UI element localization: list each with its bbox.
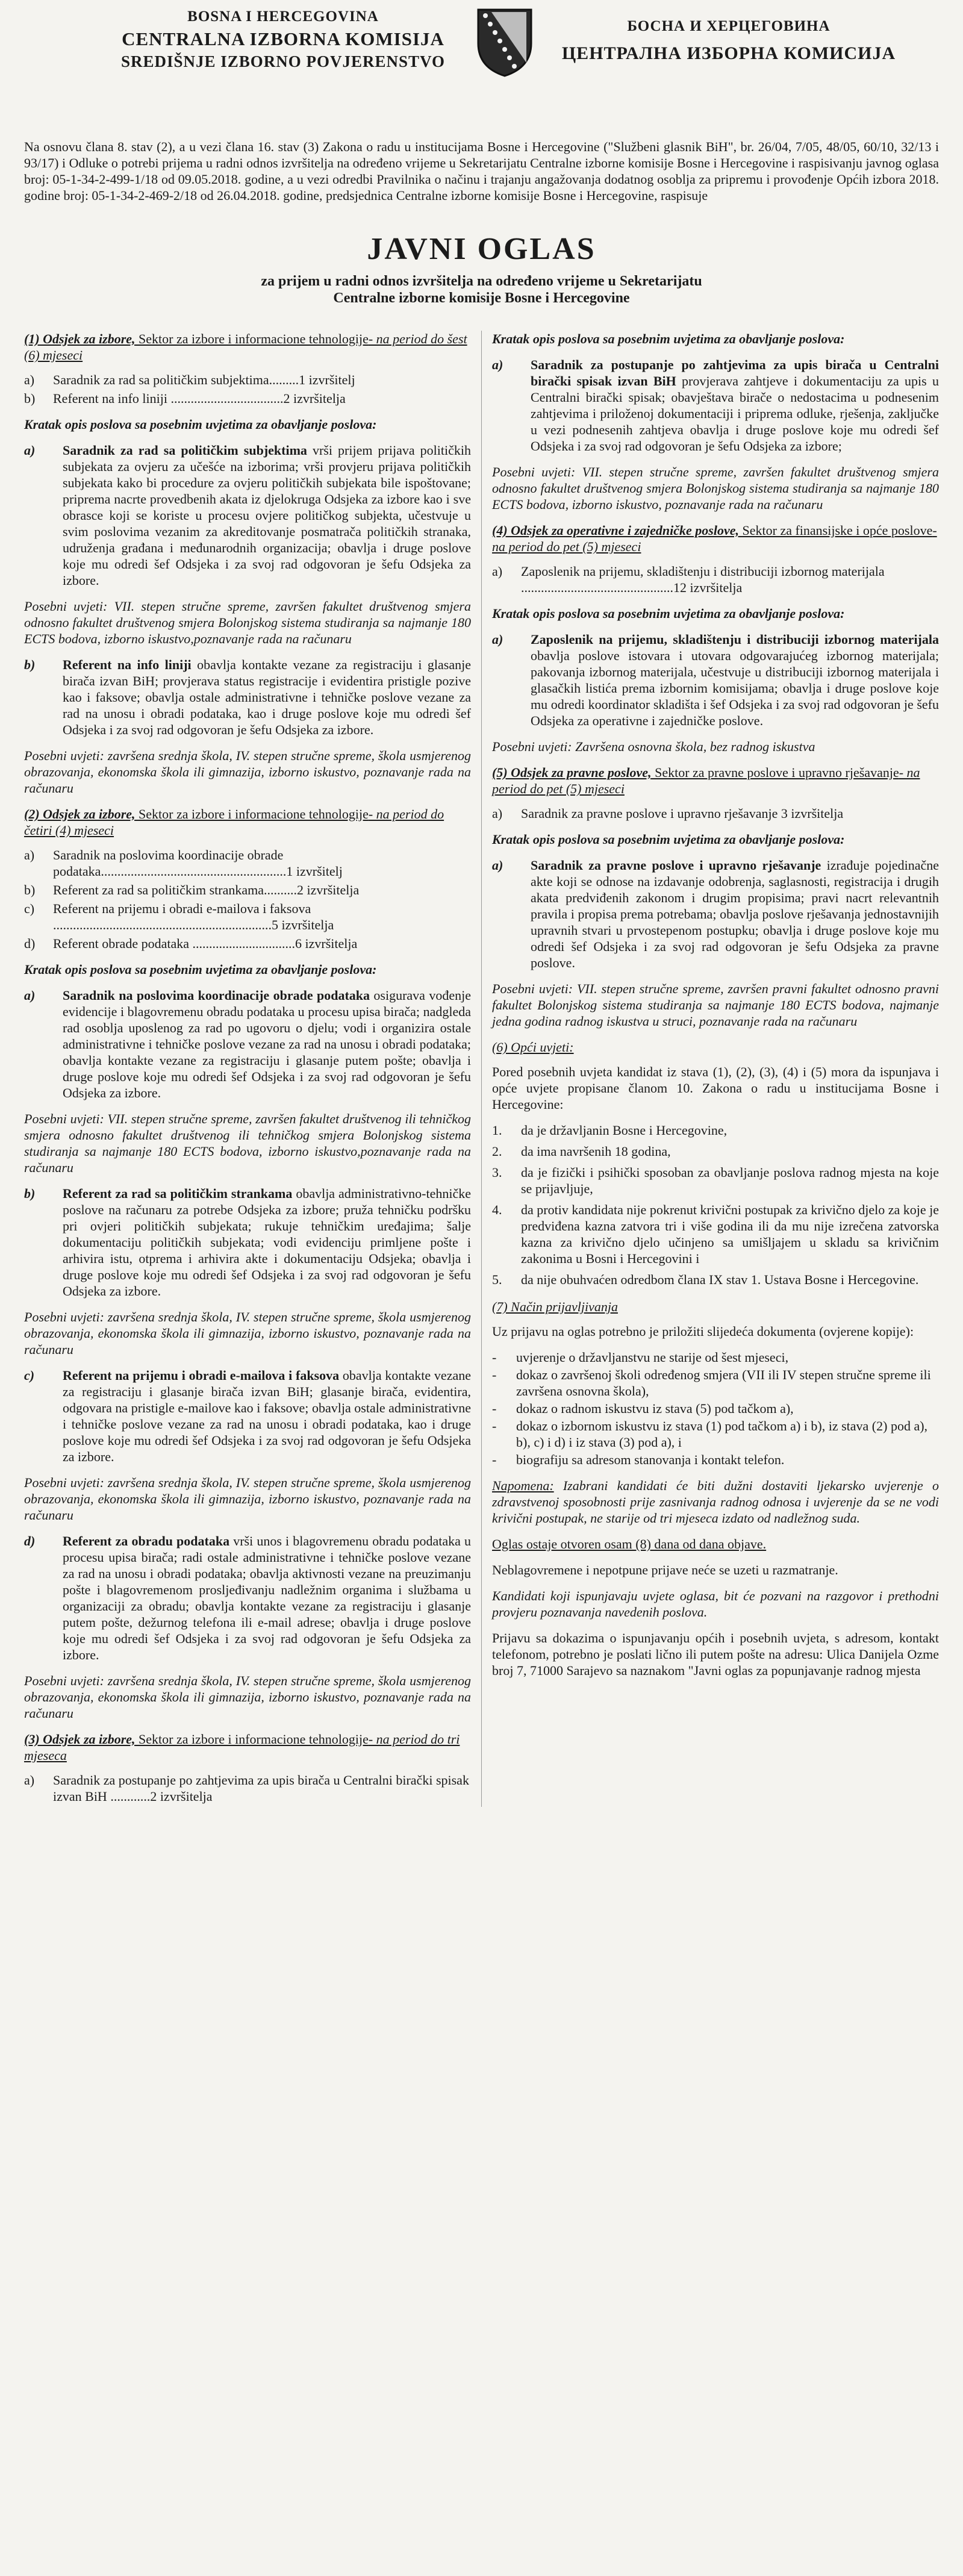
- special-requirements: Posebni uvjeti: VII. stepen stručne spreme, završen fakultet društvenog ili tehničkog smjera odnosno fakultet društvenog ili tehničkog smjera Bolonjskog sistema studiranja sa najmanje 180 ECTS bodova, izborno iskustvo,poznavanje rada na računaru: [24, 1111, 471, 1175]
- letterhead-right: [548, 18, 909, 64]
- position-description: [24, 442, 471, 588]
- note-text: Izabrani kandidati će biti dužni dostaviti ljekarsko uvjerenje o zdravstvenoj sposobnosti prije zasnivanja radnog odnosa i uvjerenje da se ne vodi krivični postupak, ne starije od tri mjeseca izdato od nadležnog suda.: [492, 1478, 939, 1526]
- position-description: [492, 357, 939, 454]
- position-description: [24, 1367, 471, 1465]
- position-description: [24, 1533, 471, 1663]
- interview-notice: Kandidati koji ispunjavaju uvjete oglasa, bit će pozvani na razgovor i prethodni provjeru poznavanja navedenih poslova.: [492, 1588, 939, 1620]
- position-text: Referent za rad sa političkim strankama..........2 izvršitelja: [53, 882, 360, 897]
- document-bullet: -: [492, 1367, 497, 1382]
- position-line: [24, 390, 471, 407]
- position-description: [24, 1185, 471, 1299]
- document-item: [492, 1367, 939, 1399]
- body-columns: [24, 331, 939, 1807]
- commission-name-croatian: SREDIŠNJE IZBORNO POVJERENSTVO: [120, 52, 446, 70]
- document-text: biografiju sa adresom stanovanja i kontakt telefon.: [516, 1452, 785, 1467]
- position-text: Referent na prijemu i obradi e-mailova i faksova ..................................................................5 izvršitelja: [53, 901, 334, 932]
- document-bullet: -: [492, 1350, 497, 1365]
- condition-item: [492, 1164, 939, 1197]
- position-letter: a): [24, 372, 35, 387]
- position-description: [24, 987, 471, 1101]
- document-item: [492, 1452, 939, 1468]
- document-item: [492, 1400, 939, 1417]
- condition-item: [492, 1202, 939, 1267]
- section-title: (6) Opći uvjeti:: [492, 1040, 574, 1055]
- position-letter: c): [24, 1368, 35, 1383]
- position-text: Zaposlenik na prijemu, skladištenju i distribuciji izbornog materijala ..............................................12 izvršitelja: [521, 564, 885, 595]
- open-period: Oglas ostaje otvoren osam (8) dana od dana objave.: [492, 1536, 767, 1552]
- section-sector: Sektor za izbore i informacione tehnologije: [135, 331, 369, 346]
- section-period: - na period do četiri (4) mjeseci: [24, 806, 444, 838]
- position-name: Saradnik za postupanje po zahtjevima za upis birača u Centralni birački spisak izvan BiH: [531, 357, 939, 388]
- condition-number: 5.: [492, 1272, 502, 1287]
- position-duties: obavlja administrativno-tehničke poslove na računaru za potrebe Odsjeka za izbore; pruža tehničku podršku pri ovjeri političkih subjekata; rukuje tehničkim uređajima; šalje dokumentaciju političkih subjekata; vodi evidenciju primljene pošte i arhivira istu, otprema i arhivira akte i dokumentaciju Odsjeka; obavlja i druge poslove koje mu odredi šef Odsjeka i za svoj rad odgovoran je šefu Odsjeka za izbore.: [63, 1186, 471, 1299]
- document-item: [492, 1418, 939, 1450]
- condition-text: da je fizički i psihički sposoban za obavljanje poslova radnog mjesta na koje se prijavljuje,: [521, 1165, 939, 1196]
- document-text: dokaz o završenoj školi određenog smjera (VII ili IV stepen stručne spreme ili završena osnovna škola),: [516, 1367, 931, 1399]
- position-letter: b): [24, 657, 36, 672]
- right-column: [492, 331, 939, 1807]
- coat-of-arms-icon: [475, 7, 535, 78]
- position-letter: d): [24, 936, 36, 951]
- position-line: [492, 805, 939, 822]
- letterhead-left: [96, 8, 470, 71]
- section-title: (3) Odsjek za izbore,: [24, 1732, 136, 1747]
- position-letter: b): [24, 882, 36, 897]
- condition-number: 3.: [492, 1165, 502, 1180]
- position-name: Referent na info liniji: [63, 657, 192, 672]
- submission-address: Prijavu sa dokazima o ispunjavanju općih i posebnih uvjeta, s adresom, kontakt telefonom, potrebno je poslati lično ili putem pošte na adresu: Ulica Danijela Ozme broj 7, 71000 Sarajevo sa naznakom "Javni oglas za popunjavanje radnog mjesta: [492, 1630, 939, 1678]
- application-lead: Uz prijavu na oglas potrebno je priložiti slijedeća dokumenta (ovjerene kopije):: [492, 1324, 914, 1339]
- condition-number: 4.: [492, 1202, 502, 1217]
- section-5-heading: [492, 764, 939, 797]
- duties-heading: Kratak opis poslova sa posebnim uvjetima za obavljanje poslova:: [24, 962, 377, 977]
- position-duties: provjerava zahtjeve i dokumentaciju za upis u Centralni birački spisak; obavještava birače o nedostacima u podnesenim zahtjevima i priloženoj dokumentaciji i priprema odluke, rješenja, zaključke u vezi podnesenih zahtjeva obavlja i druge poslove koje mu odredi šef Odsjeka i za svoj rad odgovoran je šefu Odsjeka za izbore;: [531, 373, 939, 454]
- position-letter: a): [24, 443, 36, 458]
- position-letter: a): [492, 564, 503, 579]
- position-name: Saradnik za rad sa političkim subjektima: [63, 443, 307, 458]
- section-4-heading: [492, 522, 939, 555]
- position-letter: c): [24, 901, 35, 916]
- position-description: [492, 857, 939, 971]
- position-text: Saradnik za postupanje po zahtjevima za upis birača u Centralni birački spisak izvan BiH ............2 izvršitelja: [53, 1773, 469, 1804]
- condition-item: [492, 1143, 939, 1159]
- intro-paragraph: Na osnovu člana 8. stav (2), a u vezi člana 16. stav (3) Zakona o radu u institucijama Bosne i Hercegovine ("Službeni glasnik BiH", br. 26/04, 7/05, 48/05, 60/10, 32/13 i 93/17) i Odluke o potrebi prijema u radni odnos izvršitelja na određeno vrijeme u Sekretarijatu Centralne izborne komisije Bosne i Hercegovine i raspisivanju javnog oglasa broj: 05-1-34-2-499-1/18 od 09.05.2018. godine, a u vezi odredbi Pravilnika o načinu i trajanju angažovanja dodatnog osoblja za pripremu i provođenje Općih izbora 2018. godine broj: 05-1-34-2-469-2/18 od 26.04.2018. godine, predsjednica Centralne izborne komisije Bosne i Hercegovine, raspisuje: [24, 139, 939, 203]
- duties-heading: Kratak opis poslova sa posebnim uvjetima za obavljanje poslova:: [492, 331, 845, 346]
- section-title: (2) Odsjek za izbore,: [24, 806, 136, 822]
- duties-heading: Kratak opis poslova sa posebnim uvjetima za obavljanje poslova:: [24, 417, 377, 432]
- position-text: Saradnik na poslovima koordinacije obrade podataka........................................................1 izvršitelj: [53, 847, 343, 879]
- subtitle-line-2: Centralne izborne komisije Bosne i Hercegovine: [333, 290, 630, 306]
- section-period: - na period do pet (5) mjeseci: [492, 523, 937, 554]
- subtitle-line-1: za prijem u radni odnos izvršitelja na određeno vrijeme u Sekretarijatu: [261, 273, 702, 289]
- section-title: (7) Način prijavljivanja: [492, 1299, 618, 1314]
- section-period: - na period do pet (5) mjeseci: [492, 765, 920, 796]
- position-line: [24, 372, 471, 388]
- special-requirements: Posebni uvjeti: završena srednja škola, IV. stepen stručne spreme, škola usmjerenog obrazovanja, ekonomska škola ili gimnazija, izborno iskustvo, poznavanje rada na računaru: [24, 1475, 471, 1523]
- document-item: [492, 1349, 939, 1365]
- document-text: uvjerenje o državljanstvu ne starije od šest mjeseci,: [516, 1350, 789, 1365]
- condition-item: [492, 1122, 939, 1138]
- position-letter: a): [492, 806, 503, 821]
- section-sector: Sektor za izbore i informacione tehnologije: [135, 806, 369, 822]
- position-line: [24, 1772, 471, 1804]
- position-description: [24, 656, 471, 738]
- document-text: dokaz o izbornom iskustvu iz stava (1) pod tačkom a) i b), iz stava (2) pod a), b), c) i d) i iz stava (3) pod a), i: [516, 1418, 928, 1450]
- condition-text: da je državljanin Bosne i Hercegovine,: [521, 1123, 728, 1138]
- notice-title: JAVNI OGLAS: [367, 232, 596, 266]
- condition-number: 2.: [492, 1144, 502, 1159]
- section-sector: Sektor za izbore i informacione tehnologije: [135, 1732, 369, 1747]
- condition-text: da protiv kandidata nije pokrenut krivični postupak za krivično djelo za koje je predviđena kazna zatvora tri i više godina ili da mu nije izrečena zatvorska kazna za krivično djelo učinjeno sa umišljajem u skladu sa krivičnim zakonima u Bosni i Hercegovini i: [521, 1202, 940, 1266]
- position-name: Referent na prijemu i obradi e-mailova i faksova: [63, 1368, 340, 1383]
- position-duties: obavlja kontakte vezane za registraciju i glasanje birača izvan BiH; glasanje birača, evidentira, odgovara na pristigle e-mailove kao i faksove; obavlja ostale administrativne i tehničke poslove vezane za rad na unosu i obradi podataka, kao i druge poslove koje mu odredi šef Odsjeka i za svoj rad odgovoran je šefu Odsjeka za izbore.: [63, 1368, 471, 1464]
- position-line: [492, 563, 939, 596]
- position-letter: a): [24, 988, 36, 1003]
- special-requirements: Posebni uvjeti: VII. stepen stručne spreme, završen pravni fakultet odnosno pravni fakultet Bolonjskog sistema studiranja sa najmanje 180 ECTS bodova, najmanje jedna godina radnog iskustva u struci, poznavanje rada na računaru: [492, 981, 939, 1029]
- notice-subtitle: [24, 273, 939, 307]
- left-column: [24, 331, 471, 1807]
- position-letter: a): [492, 858, 503, 873]
- section-sector: Sektor za finansijske i opće poslove: [739, 523, 933, 538]
- duties-heading: Kratak opis poslova sa posebnim uvjetima za obavljanje poslova:: [492, 832, 845, 847]
- position-duties: obavlja kontakte vezane za registraciju i glasanje birača izvan BiH; provjerava status registracije i evidentira pristigle pozive kao i faksove; obavlja ostale administrativne i tehničke poslove vezane za rad na unosu i obradi podataka, kao i druge poslove koje mu odredi šef Odsjeka i za svoj rad odgovoran je šefu Odsjeka za izbore.: [63, 657, 472, 737]
- position-line: [24, 900, 471, 933]
- position-letter: b): [24, 391, 36, 406]
- special-requirements: Posebni uvjeti: VII. stepen stručne spreme, završen fakultet društvenog smjera odnosno fakultet društvenog smjera Bolonjskog sistema studiranja sa najmanje 180 ECTS bodova, izborno iskustvo, poznavanje rada na računaru: [492, 464, 939, 512]
- position-line: [24, 935, 471, 952]
- position-text: Referent na info liniji ..................................2 izvršitelja: [53, 391, 346, 406]
- condition-text: da nije obuhvaćen odredbom člana IX stav 1. Ustava Bosne i Hercegovine.: [521, 1272, 919, 1287]
- position-name: Saradnik na poslovima koordinacije obrade podataka: [63, 988, 370, 1003]
- commission-name-latin: CENTRALNA IZBORNA KOMISIJA: [122, 28, 444, 49]
- position-name: Saradnik za pravne poslove i upravno rješavanje: [531, 858, 821, 873]
- position-line: [24, 882, 471, 898]
- position-name: Referent za obradu podataka: [63, 1533, 230, 1548]
- position-line: [24, 847, 471, 879]
- special-requirements: Posebni uvjeti: završena srednja škola, IV. stepen stručne spreme, škola usmjerenog obrazovanja, ekonomska škola ili gimnazija, izborno iskustvo, poznavanje rada na računaru: [24, 1309, 471, 1357]
- document-bullet: -: [492, 1401, 497, 1416]
- position-letter: a): [24, 1773, 35, 1788]
- position-text: Saradnik za rad sa političkim subjektima.........1 izvršitelj: [53, 372, 355, 387]
- position-letter: d): [24, 1533, 36, 1548]
- commission-name-cyrillic: ЦЕНТРАЛНА ИЗБОРНА КОМИСИЈА: [561, 43, 896, 63]
- section-6-heading: [492, 1039, 939, 1055]
- position-letter: b): [24, 1186, 36, 1201]
- position-letter: a): [24, 847, 35, 862]
- letterhead: [24, 0, 939, 114]
- position-text: Referent obrade podataka ...............................6 izvršitelja: [53, 936, 358, 951]
- section-3-heading: [24, 1731, 471, 1764]
- late-applications: Neblagovremene i nepotpune prijave neće se uzeti u razmatranje.: [492, 1562, 838, 1577]
- document-bullet: -: [492, 1418, 497, 1433]
- position-description: [492, 631, 939, 729]
- position-letter: a): [492, 632, 503, 647]
- document-text: dokaz o radnom iskustvu iz stava (5) pod tačkom a),: [516, 1401, 794, 1416]
- special-requirements: Posebni uvjeti: VII. stepen stručne spreme, završen fakultet društvenog smjera odnosno fakultet društvenog smjera Bolonjskog sistema studiranja sa najmanje 180 ECTS bodova, izborno iskustvo,poznavanje rada na računaru: [24, 599, 471, 646]
- section-period: - na period do šest (6) mjeseci: [24, 331, 467, 363]
- section-2-heading: [24, 806, 471, 838]
- country-name-cyrillic: БОСНА И ХЕРЦЕГОВИНА: [627, 18, 831, 34]
- note-label: Napomena:: [492, 1478, 554, 1493]
- section-1-heading: [24, 331, 471, 363]
- position-duties: vrši unos i blagovremenu obradu podataka u procesu upisa birača; radi ostale administrativne i tehničke poslove vezane za rad na unosu i obradi podataka; obavlja aktivnosti vezane na preuzimanju pošte i blagovremenom prosljeđivanju nadležnim organima i službama u organizaciji za obradu; obavlja kontakte vezane za registraciju i glasanje putem pošte, dežurnog telefona ili e-mail adrese; obavlja i druge poslove koje mu odredi šef Odsjeka i za svoj rad odgovoran je šefu Odsjeka za izbore.: [63, 1533, 471, 1662]
- condition-item: [492, 1271, 939, 1288]
- section-title: (1) Odsjek za izbore,: [24, 331, 136, 346]
- note-paragraph: [492, 1477, 939, 1526]
- position-name: Referent za rad sa političkim strankama: [63, 1186, 293, 1201]
- condition-text: da ima navršenih 18 godina,: [521, 1144, 671, 1159]
- position-duties: izrađuje pojedinačne akte koji se odnose na izdavanje odobrenja, saglasnosti, registracija i drugih akata predviđenih zakonom i drugim propisima; pravi nacrt relevantnih pravila i propisa prema potrebama; obavlja poslove rješavanja jednostavnijih upravnih stvari u prvostepenom postupku; obavlja i druge poslove koje mu odredi šef Odsjeka i za svoj rad odgovoran je šefu Odsjeka za pravne poslove.: [531, 858, 939, 970]
- condition-number: 1.: [492, 1123, 502, 1138]
- position-duties: obavlja poslove istovara i utovara odgovarajućeg izbornog materijala; pakovanja izbornog materijala, učestvuje u distribuciji izbornog materijala i glasačkih listića prema izbornim komisijama; obavlja i druge poslove koje mu odredi koordinator skladišta i šef Odsjeka i za svoj rad odgovoran je šefu Odsjeka za operativne i zajedničke poslove.: [531, 648, 939, 728]
- general-conditions-lead: Pored posebnih uvjeta kandidat iz stava (1), (2), (3), (4) i (5) mora da ispunjava i opće uvjete propisane članom 10. Zakona o radu u institucijama Bosne i Hercegovine:: [492, 1064, 939, 1112]
- section-period: - na period do tri mjeseca: [24, 1732, 460, 1763]
- section-sector: Sektor za pravne poslove i upravno rješavanje: [651, 765, 899, 780]
- special-requirements: Posebni uvjeti: Završena osnovna škola, bez radnog iskustva: [492, 739, 815, 754]
- special-requirements: Posebni uvjeti: završena srednja škola, IV. stepen stručne spreme, škola usmjerenog obrazovanja, ekonomska škola ili gimnazija, izborno iskustvo, poznavanje rada na računaru: [24, 748, 471, 796]
- position-text: Saradnik za pravne poslove i upravno rješavanje 3 izvršitelja: [521, 806, 844, 821]
- duties-heading: Kratak opis poslova sa posebnim uvjetima za obavljanje poslova:: [492, 606, 845, 621]
- column-divider: [481, 331, 482, 1807]
- position-name: Zaposlenik na prijemu, skladištenju i distribuciji izbornog materijala: [531, 632, 939, 647]
- special-requirements: Posebni uvjeti: završena srednja škola, IV. stepen stručne spreme, škola usmjerenog obrazovanja, ekonomska škola ili gimnazija, izborno iskustvo, poznavanje rada na računaru: [24, 1673, 471, 1721]
- position-duties: vrši prijem prijava političkih subjekata za ovjeru za učešće na izborima; vrši provjeru prijava političkih subjekata kako bi procedure za ovjeru političkih subjekata bile ispoštovane; priprema nacrte provedbenih akata iz djelokruga Odsjeka za izbore kao i sve obrasce koji se koriste u procesu ovjere političkog subjekta, učestvuje u svim poslovima vezanim za akreditovanje posmatrača političkih stranaka, udruženja građana i međunarodnih organizacija; obavlja i druge poslove koje mu odredi šef Odsjeka i za svoj rad odgovoran je šefu Odsjeka za izbore.: [63, 443, 471, 588]
- document-bullet: -: [492, 1452, 497, 1467]
- section-title: (5) Odsjek za pravne poslove,: [492, 765, 652, 780]
- position-duties: osigurava vođenje evidencije i blagovremenu obradu podataka u procesu upisa birača; nadgleda rad osoblja uposlenog za rad po ugovoru o djelu; vodi i organizira ostale administrativne i tehničke poslove vezane za rad na unosu i obradi podataka; obavlja kontakte vezane za registraciju i glasanje putem pošte; obavlja i druge poslove koje mu odredi šef Odsjeka i za svoj rad odgovoran je šefu Odsjeka za izbore.: [63, 988, 471, 1100]
- country-name-latin: BOSNA I HERCEGOVINA: [187, 8, 379, 25]
- position-letter: a): [492, 357, 503, 372]
- section-7-heading: [492, 1299, 939, 1315]
- section-title: (4) Odsjek za operativne i zajedničke poslove,: [492, 523, 739, 538]
